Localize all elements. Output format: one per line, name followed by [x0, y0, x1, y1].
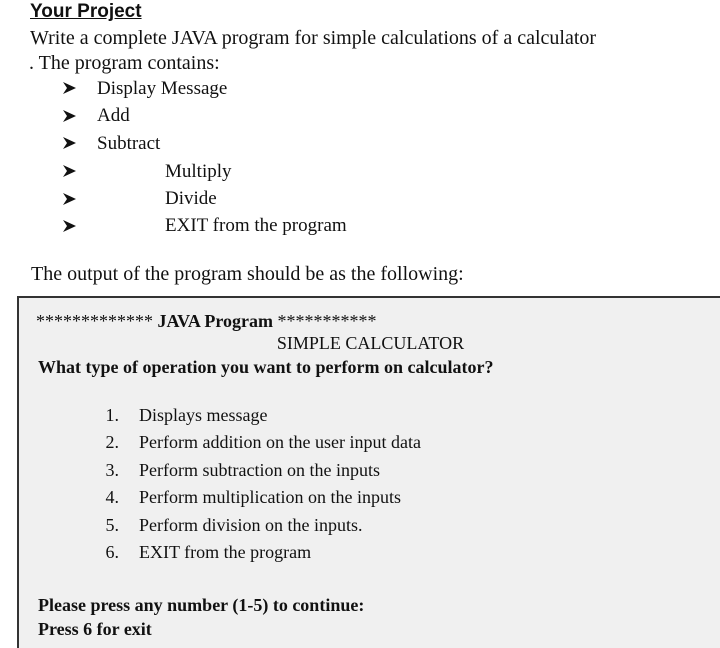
- exit-prompt: Press 6 for exit: [38, 619, 152, 639]
- contains-item-display-message: Display Message: [97, 78, 228, 99]
- sample-output-panel: [17, 296, 720, 648]
- option-text: Perform multiplication on the inputs: [139, 487, 401, 507]
- option-text: Displays message: [139, 405, 268, 425]
- arrow-bullet-icon: [63, 109, 77, 123]
- arrow-bullet-icon: [63, 136, 77, 150]
- project-heading: Your Project: [30, 1, 142, 22]
- option-text: EXIT from the program: [139, 542, 312, 562]
- arrow-bullet-icon: [63, 192, 77, 206]
- option-text: Perform addition on the user input data: [139, 432, 421, 452]
- contains-item-exit: EXIT from the program: [165, 215, 347, 236]
- contains-item-multiply: Multiply: [165, 161, 232, 182]
- continue-prompt: Please press any number (1-5) to continue:: [38, 595, 365, 615]
- output-banner: [36, 310, 377, 332]
- option-number: 3.: [105, 460, 119, 480]
- option-text: Perform subtraction on the inputs: [139, 460, 380, 480]
- option-number: 6.: [105, 542, 119, 562]
- operation-question: What type of operation you want to perform on calculator?: [38, 357, 494, 377]
- output-lead-text: The output of the program should be as the following:: [31, 263, 464, 285]
- banner-title: JAVA Program: [157, 311, 274, 331]
- banner-right-stars: ***********: [277, 311, 377, 331]
- contains-item-subtract: Subtract: [97, 133, 161, 154]
- contains-item-add: Add: [97, 105, 130, 126]
- banner-left-stars: *************: [36, 311, 153, 331]
- intro-line-1: Write a complete JAVA program for simple calculations of a calculator: [30, 27, 597, 49]
- intro-line-2: . The program contains:: [29, 52, 220, 74]
- calculator-subtitle: SIMPLE CALCULATOR: [276, 333, 465, 353]
- arrow-bullet-icon: [63, 164, 77, 178]
- arrow-bullet-icon: [63, 81, 77, 95]
- option-number: 4.: [105, 487, 119, 507]
- arrow-bullet-icon: [63, 219, 77, 233]
- option-text: Perform division on the inputs.: [139, 515, 363, 535]
- contains-item-divide: Divide: [165, 188, 217, 209]
- option-number: 2.: [105, 432, 119, 452]
- option-number: 5.: [105, 515, 119, 535]
- option-number: 1.: [105, 405, 119, 425]
